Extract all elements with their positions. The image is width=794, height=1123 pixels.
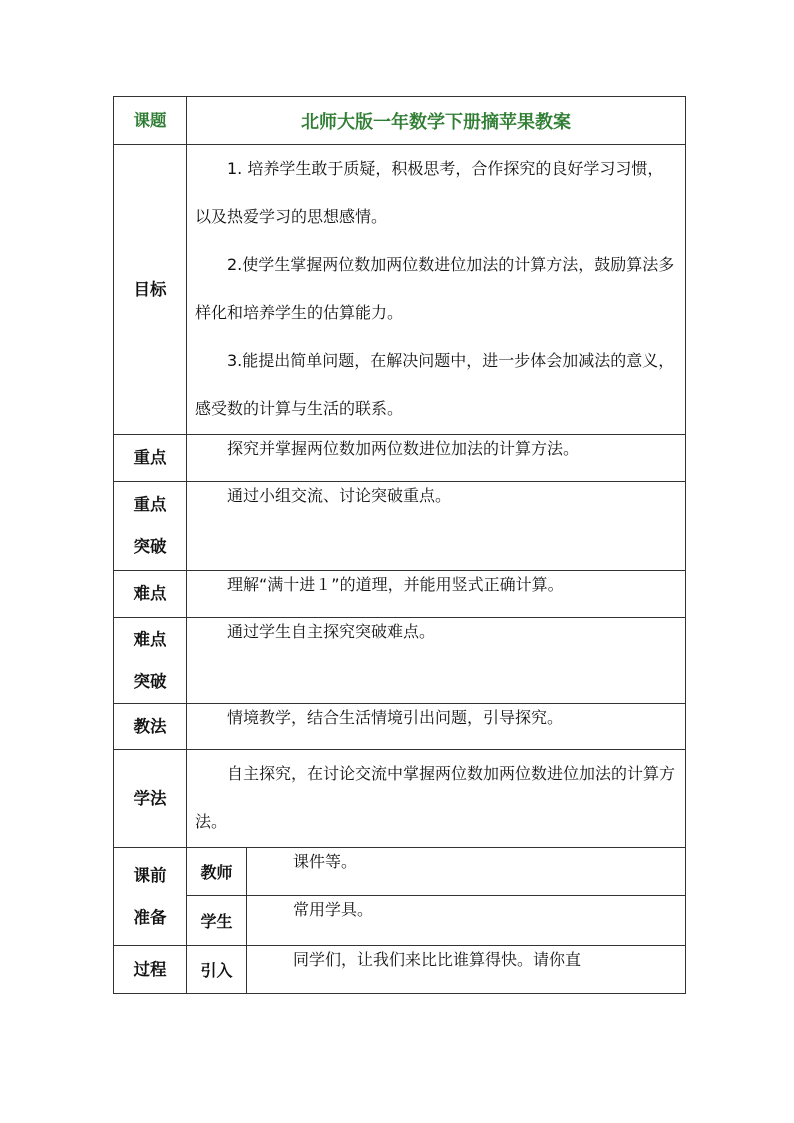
- difficulty-break-label-2: 突破: [133, 671, 167, 691]
- teacher-content: 课件等。: [247, 848, 686, 896]
- intro-label: 引入: [187, 946, 247, 994]
- difficulty-break-row: [114, 618, 686, 704]
- key-point-text: 探究并掌握两位数加两位数进位加法的计算方法。: [227, 439, 580, 458]
- learning-method-row: [114, 750, 686, 848]
- difficulty-row: [114, 571, 686, 618]
- goal-item: 3.能提出简单问题，在解决问题中，进一步体会加减法的意义，感受数的计算与生活的联系。: [195, 351, 675, 418]
- prep-teacher-row: [114, 848, 686, 896]
- key-point-content: [187, 435, 686, 482]
- key-point-row: [114, 435, 686, 482]
- learning-method-content: [187, 750, 686, 848]
- student-label: 学生: [187, 896, 247, 946]
- difficulty-break-text: 通过学生自主探究突破难点。: [227, 622, 436, 641]
- page-title: 北师大版一年数学下册摘苹果教案: [187, 97, 686, 145]
- difficulty-break-label-1: 难点: [133, 629, 167, 649]
- teaching-method-label: 教法: [114, 704, 187, 750]
- teacher-label: 教师: [187, 848, 247, 896]
- title-row: [114, 97, 686, 145]
- key-break-label-2: 突破: [133, 537, 167, 556]
- teaching-method-content: [187, 704, 686, 750]
- intro-content: 同学们，让我们来比比谁算得快。请你直: [247, 946, 686, 994]
- key-break-row: [114, 482, 686, 571]
- goal-item: 1. 培养学生敢于质疑，积极思考，合作探究的良好学习习惯，以及热爱学习的思想感情。: [195, 159, 664, 226]
- key-break-text: 通过小组交流、讨论突破重点。: [227, 486, 452, 505]
- student-content: 常用学具。: [247, 896, 686, 946]
- lesson-plan-table: [113, 96, 686, 994]
- preparation-label-2: 准备: [133, 907, 167, 927]
- key-break-label: [114, 482, 187, 571]
- process-label: 过程: [114, 946, 187, 994]
- preparation-label: [114, 848, 187, 946]
- goals-row: [114, 145, 686, 435]
- teaching-method-row: [114, 704, 686, 750]
- difficulty-content: [187, 571, 686, 618]
- goal-item: 2.使学生掌握两位数加两位数进位加法的计算方法，鼓励算法多样化和培养学生的估算能力。: [195, 255, 675, 322]
- preparation-label-1: 课前: [133, 865, 167, 885]
- prep-student-row: [114, 896, 686, 946]
- learning-method-label: 学法: [114, 750, 187, 848]
- goals-content: [187, 145, 686, 435]
- difficulty-text: 理解“满十进１”的道理，并能用竖式正确计算。: [227, 575, 564, 594]
- key-break-label-1: 重点: [133, 495, 167, 514]
- topic-label: 课题: [114, 97, 187, 145]
- process-row: [114, 946, 686, 994]
- key-point-label: 重点: [114, 435, 187, 482]
- teaching-method-text: 情境教学，结合生活情境引出问题，引导探究。: [227, 708, 564, 727]
- goals-label: 目标: [114, 145, 187, 435]
- difficulty-break-label: [114, 618, 187, 704]
- learning-method-text: 自主探究，在讨论交流中掌握两位数加两位数进位加法的计算方法。: [195, 764, 676, 831]
- difficulty-break-content: [187, 618, 686, 704]
- key-break-content: [187, 482, 686, 571]
- difficulty-label: 难点: [114, 571, 187, 618]
